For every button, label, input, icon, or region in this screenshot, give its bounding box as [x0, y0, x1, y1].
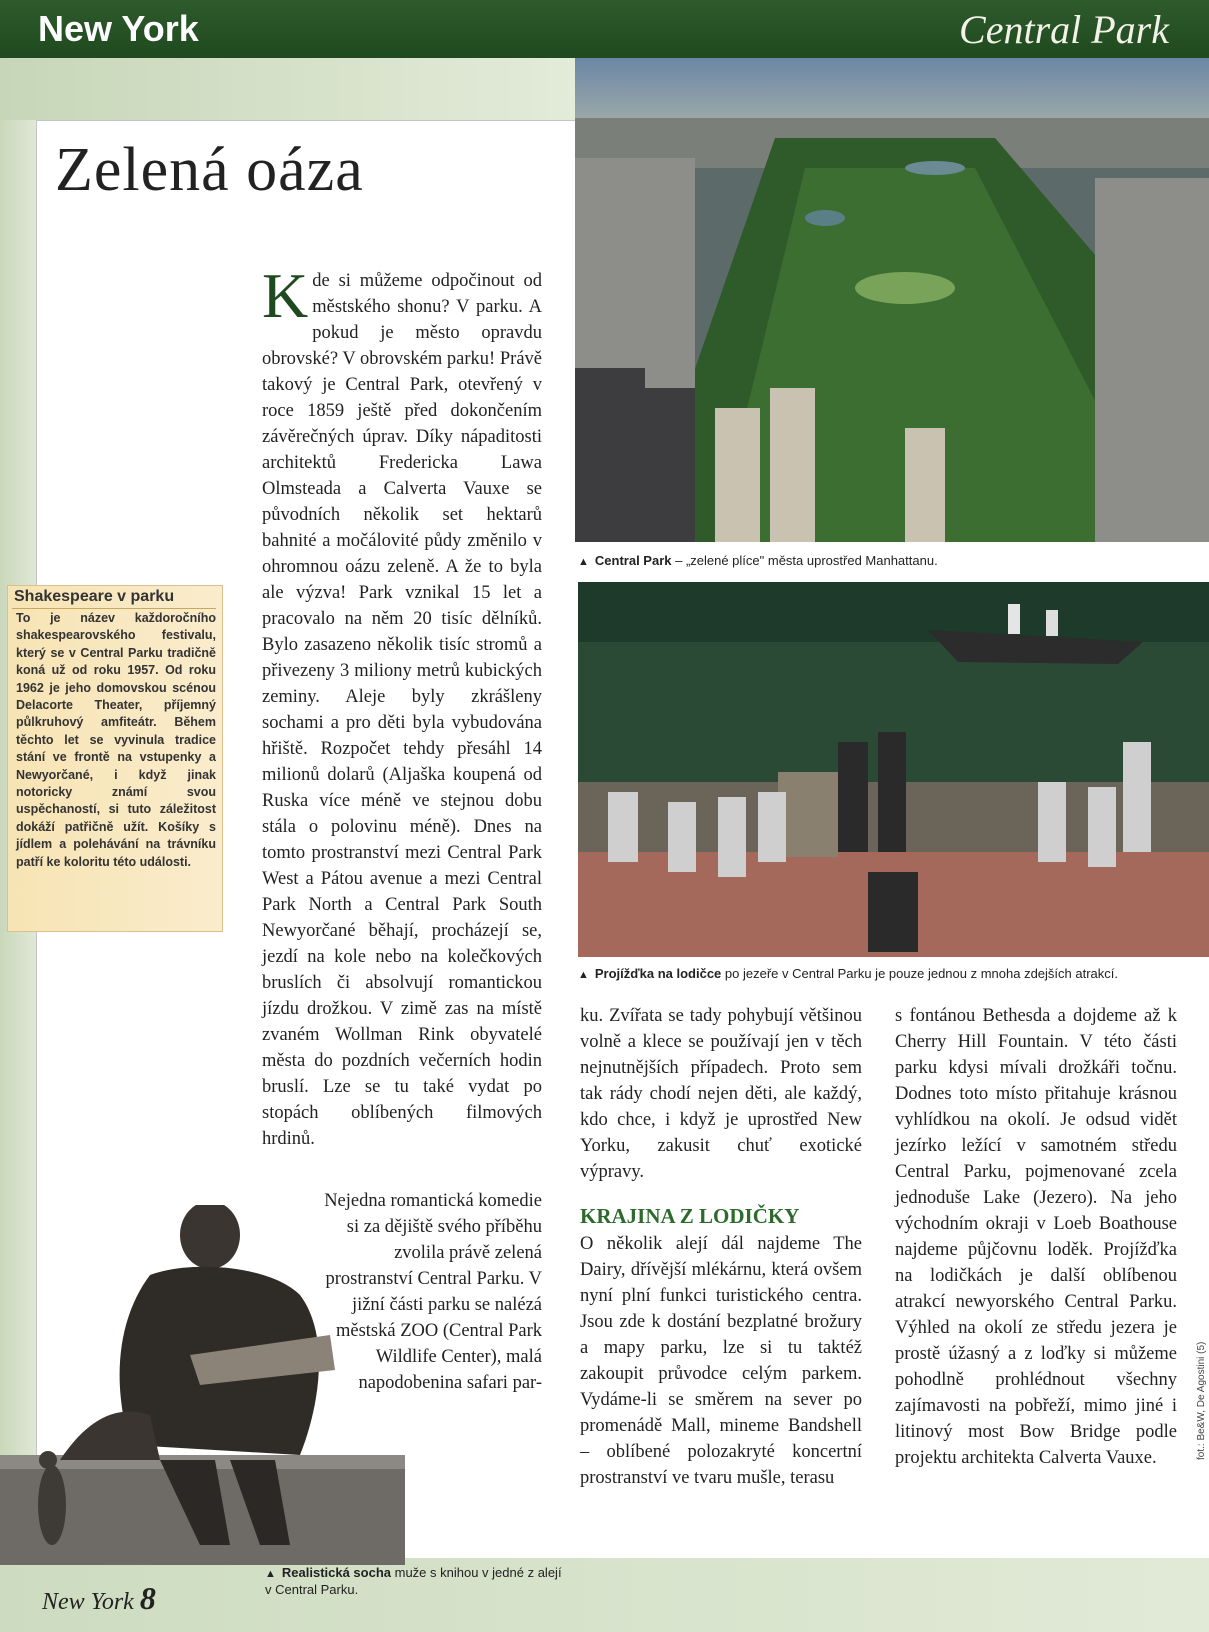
statue-caption-text: muže s knihou v jedné z alejí v Central Parku.	[265, 1565, 562, 1597]
page-footer	[42, 1580, 156, 1617]
lake-boating-photo	[578, 582, 1209, 957]
header-section-title: New York	[38, 8, 199, 49]
photo1-caption-text: – „zelené plíce" města uprostřed Manhattanu.	[671, 553, 938, 568]
top-green-band	[0, 58, 575, 120]
photo2-caption-bold: Projížďka na lodičce	[594, 966, 722, 981]
caption-triangle-icon: ▲	[578, 556, 589, 568]
article-column-1-bottom-text: Nejedna romantická komedie si za dějiště svého příběhu zvolila právě zelená prostranství Central Parku. V jižní části parku se nalézá městská ZOO (Central Park Wildlife Center), malá napodobenina safari par-	[324, 1191, 542, 1393]
page-number: 8	[139, 1580, 156, 1616]
caption-triangle-icon: ▲	[578, 969, 589, 981]
statue-caption	[265, 1565, 565, 1598]
article-column-2-bottom-text: O několik alejí dál najdeme The Dairy, dřívější mlékárnu, která ovšem nyní plní funkci turistického centra. Jsou zde k dostání bezplatné brožury a mapy parku, lze si tu taktéž zakoupit průvodce celým parkem. Vydáme-li se směrem na sever po promenádě Mall, mineme Bandshell – oblíbené polozakryté koncertní prostranství ve tvaru mušle, terasu	[580, 1234, 862, 1488]
article-title: Zelená oáza	[55, 136, 364, 204]
shakespeare-sidebar	[7, 585, 223, 932]
page-header	[0, 0, 1209, 58]
photo2-caption	[578, 966, 1118, 981]
article-column-1	[262, 260, 542, 1152]
photo1-caption	[578, 553, 938, 568]
photo1-caption-bold: Central Park	[594, 553, 672, 568]
sidebar-text: To je název každoročního shakespearovského festivalu, který se v Central Parku tradičně koná už od roku 1957. Od roku 1962 je jeho domovskou scénou Delacorte Theater, příjemný půlkruhový amfiteátr. Během těchto let se vyvinula tradice stání ve frontě na vstupenky a Newyorčané, i když jinak notoricky známí svou uspěchaností, si tuto záležitost dokáží patřičně užít. Košíky s jídlem a polehávání na trávníku patří ke koloritu této události.	[16, 611, 216, 869]
statue-photo	[0, 1205, 420, 1575]
drop-cap: K	[262, 260, 309, 331]
article-column-3-text: s fontánou Bethesda a dojdeme až k Cherry Hill Fountain. V této části parku kdysi mívali drožkáři točnu. Dodnes toto místo přitahuje krásnou vyhlídkou na okolí. Je odsud vidět jezírko ležící v samotném středu Central Parku, pojmenované zcela jednoduše Lake (Jezero). Na jeho východním okraji v Loeb Boathouse najdeme půjčovnu loděk. Projížďka na lodičkách je další oblíbenou atrakcí newyorského Central Parku. Výhled na okolí ze středu jezera je prostě úžasný a z loďky si můžeme pohodlně prohlédnout všechny zajímavosti na pobřeží, mimo jiné i litinový most Bow Bridge podle projektu architekta Calverta Vauxe.	[895, 1006, 1177, 1468]
footer-section: New York	[42, 1589, 134, 1615]
article-column-3	[895, 1003, 1177, 1471]
photo-credit: fot.: Be&W, De Agostini (5)	[1196, 1341, 1207, 1460]
article-column-2-text: ku. Zvířata se tady pohybují většinou volně a klece se používají jen v těch nejnutnějších případech. Proto sem tak rády chodí nejen děti, ale každý, kdo chce, i když je uprostřed New Yorku, zakusit chuť exotické výpravy.	[580, 1006, 862, 1182]
statue-caption-bold: Realistická socha	[281, 1565, 392, 1580]
article-column-2	[580, 1003, 862, 1491]
photo2-caption-text: po jezeře v Central Parku je pouze jednou z mnoha zdejších atrakcí.	[721, 966, 1118, 981]
central-park-aerial-photo	[575, 58, 1209, 542]
caption-triangle-icon: ▲	[265, 1568, 276, 1580]
sidebar-divider	[12, 608, 216, 609]
article-column-1-text: de si můžeme odpočinout od městského shonu? V parku. A pokud je město opravdu obrovské? V obrovském parku! Právě takový je Central Park, otevřený v roce 1859 ještě před dokončením závěrečných úprav. Díky nápaditosti architektů Fredericka Lawa Olmsteada a Calverta Vauxe se původních několik set hektarů bahnité a močálovité půdy změnilo v ohromnou oázu zeleně. A že to byla ale výzva! Park vznikal 15 let a pracovalo na něm 20 tisíc dělníků. Bylo zasazeno několik tisíc stromů a přivezeny 3 miliony metrů kubických zeminy. Aleje byly zkrášleny sochami a pro děti byla vybudována hřiště. Rozpočet tehdy přesáhl 14 milionů dolarů (Aljaška koupená od Ruska více méně ve stejnou dobu stála o polovinu méně). Dnes na tomto prostranství mezi Central Park West a Pátou avenue a mezi Central Park North a Central Park South Newyorčané běhají, procházejí se, jezdí na kole nebo na kolečkových bruslích či absolvují romantickou jízdu drožkou. V zimě zas na místě zvaném Wollman Rink obyvatelé města do pozdních večerních hodin bruslí. Lze se tu také vydat po stopách oblíbených filmových hrdinů.	[262, 271, 542, 1149]
sidebar-title: Shakespeare v parku	[14, 588, 175, 605]
header-topic-title: Central Park	[959, 7, 1169, 52]
section-subheading: KRAJINA Z LODIČKY	[580, 1204, 800, 1228]
